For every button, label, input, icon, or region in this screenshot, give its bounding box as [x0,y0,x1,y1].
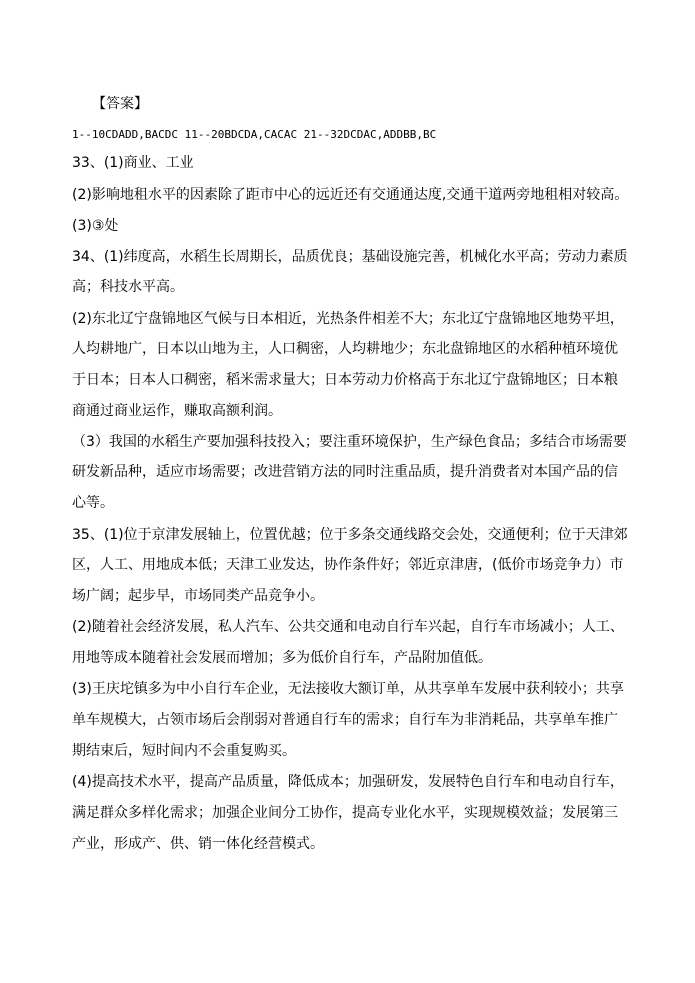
q34-part3-line: 研发新品种，适应市场需要；改进营销方法的同时注重品质，提升消费者对本国产品的信 [72,464,618,480]
q34-part2-line: 于日本；日本人口稠密，稻米需求量大；日本劳动力价格高于东北辽宁盘锦地区；日本粮 [72,372,618,388]
q35-part4-line: 产业，形成产、供、销一体化经营模式。 [72,836,324,852]
q35-part4-line: 满足群众多样化需求；加强企业间分工协作，提高专业化水平，实现规模效益；发展第三 [72,805,618,821]
q34-part3-line: （3）我国的水稻生产要加强科技投入；要注重环境保护，生产绿色食品；多结合市场需要 [72,434,627,450]
q33-part3: (3)③处 [72,218,119,234]
multiple-choice-keys: 1--10CDADD,BACDC 11--20BDCDA,CACAC 21--32DCDAC,ADDBB,BC [72,128,437,141]
q34-part2-line: (2)东北辽宁盘锦地区气候与日本相近，光热条件相差不大；东北辽宁盘锦地区地势平坦， [72,311,624,327]
answer-heading: 【答案】 [92,96,148,112]
q35-part2-line: 用地等成本随着社会发展而增加；多为低价自行车，产品附加值低。 [72,650,492,666]
q35-part4-line: (4)提高技术水平，提高产品质量，降低成本；加强研发，发展特色自行车和电动自行车， [72,774,624,790]
q34-part2-line: 商通过商业运作，赚取高额利润。 [72,403,282,419]
q35-part2-line: (2)随着社会经济发展，私人汽车、公共交通和电动自行车兴起，自行车市场减小；人工、 [72,619,624,635]
q35-part3-line: 单车规模大，占领市场后会削弱对普通自行车的需求；自行车为非消耗品，共享单车推广 [72,712,618,728]
q34-part1-line: 高；科技水平高。 [72,279,184,295]
q35-part3-line: (3)王庆坨镇多为中小自行车企业，无法接收大额订单，从共享单车发展中获利较小；共享 [72,681,624,697]
q34-part2-line: 人均耕地广，日本以山地为主，人口稠密，人均耕地少；东北盘锦地区的水稻种植环境优 [72,341,618,357]
q34-part3-line: 心等。 [72,495,114,511]
q35-part1-line: 35、(1)位于京津发展轴上，位置优越；位于多条交通线路交会处，交通便利；位于天津郊 [72,527,628,543]
q35-part1-line: 区，人工、用地成本低；天津工业发达，协作条件好；邻近京津唐，(低价市场竞争力）市 [72,557,624,573]
q35-part1-line: 场广阔；起步早，市场同类产品竞争小。 [72,588,324,604]
q33-part1: 33、(1)商业、工业 [72,155,194,171]
q35-part3-line: 期结束后，短时间内不会重复购买。 [72,743,296,759]
q34-part1-line: 34、(1)纬度高，水稻生长周期长，品质优良；基础设施完善，机械化水平高；劳动力素质 [72,249,628,265]
q33-part2: (2)影响地租水平的因素除了距市中心的远近还有交通通达度,交通干道两旁地租相对较高。 [72,187,629,203]
